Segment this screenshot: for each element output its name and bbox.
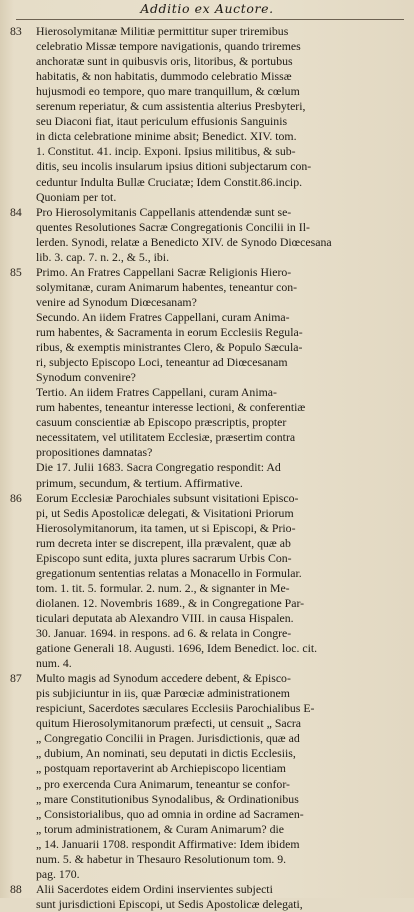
text-line bbox=[10, 235, 402, 250]
text-line bbox=[10, 114, 402, 129]
line-text: propositiones damnatas? bbox=[36, 445, 153, 460]
line-text: Pro Hierosolymitanis Cappellanis attendendæ sunt se- bbox=[36, 204, 292, 219]
paragraph-number: 83 bbox=[10, 24, 22, 38]
text-line bbox=[10, 175, 402, 190]
line-text: diolanen. 12. Novembris 1689., & in Congregatione Par- bbox=[36, 595, 305, 610]
paragraph-number: 85 bbox=[10, 264, 22, 279]
line-text: Episcopo sunt edita, juxta plures sacrarum Urbis Con- bbox=[36, 550, 292, 565]
text-line bbox=[10, 746, 402, 761]
text-line bbox=[10, 190, 402, 205]
text-line bbox=[10, 250, 402, 265]
line-text: Multo magis ad Synodum accedere debent, & Episco- bbox=[36, 671, 291, 686]
line-text: ditis, seu incolis insularum ipsius ditioni subjectarum con- bbox=[36, 159, 312, 174]
line-text: ribus, & exemptis ministrantes Clero, & Populo Sæcula- bbox=[36, 340, 303, 355]
line-text: quentes Resolutiones Sacræ Congregationis Concilii in Il- bbox=[36, 219, 310, 234]
line-text: ceduntur Indulta Bullæ Cruciatæ; Idem Constit.86.incip. bbox=[36, 174, 303, 189]
text-line bbox=[10, 551, 402, 566]
text-line bbox=[10, 430, 402, 445]
line-text: respiciunt, Sacerdotes sæculares Ecclesiis Parochialibus E- bbox=[36, 701, 315, 716]
line-text: Secundo. An iidem Fratres Cappellani, curam Anima- bbox=[36, 309, 290, 324]
text-line bbox=[10, 701, 402, 716]
text-line bbox=[10, 626, 402, 641]
text-line bbox=[10, 460, 402, 475]
paragraph-start-line bbox=[10, 24, 402, 39]
line-text: Eorum Ecclesiæ Parochiales subsunt visitationi Episco- bbox=[36, 490, 299, 505]
line-text: anchoratæ sunt in quibusvis oris, litoribus, & portubus bbox=[36, 54, 293, 69]
paragraph-start-line bbox=[10, 205, 402, 220]
line-text: rum habentes, & Sacramenta in eorum Ecclesiis Regula- bbox=[36, 325, 303, 339]
line-text: lerden. Synodi, relatæ a Benedicto XIV. de Synodo Diœcesana bbox=[36, 234, 332, 249]
text-line bbox=[10, 39, 402, 54]
text-line bbox=[10, 370, 402, 385]
text-line bbox=[10, 731, 402, 746]
text-line bbox=[10, 295, 402, 310]
text-line bbox=[10, 536, 402, 551]
line-text: Hierosolymitanæ Militiæ permittitur super triremibus bbox=[36, 24, 289, 38]
text-line bbox=[10, 280, 402, 295]
line-text: „ postquam reportaverint ab Archiepiscopo licentiam bbox=[36, 761, 286, 776]
text-line bbox=[10, 777, 402, 792]
paragraph-start-line bbox=[10, 882, 402, 897]
line-text: „ pro exercenda Cura Animarum, teneantur se confor- bbox=[36, 776, 290, 791]
line-text: lib. 3. cap. 7. n. 2., & 5., ibi. bbox=[36, 249, 170, 264]
line-text: „ Consistorialibus, quo ad omnia in ordine ad Sacramen- bbox=[36, 806, 304, 821]
line-text: „ 14. Januarii 1708. respondit Affirmative: Idem ibidem bbox=[36, 836, 300, 851]
line-text: sunt jurisdictioni Episcopi, ut Sedis Apostolicæ delegati, bbox=[36, 896, 303, 911]
header-rule bbox=[16, 19, 404, 20]
line-text: casuum conscientiæ ab Episcopo præscriptis, propter bbox=[36, 415, 287, 430]
line-text: pi, ut Sedis Apostolicæ delegati, & Visitationi Priorum bbox=[36, 505, 294, 520]
text-line bbox=[10, 822, 402, 837]
paragraph-start-line bbox=[10, 265, 402, 280]
line-text: hujusmodi eo tempore, quo mare tranquillum, & cœlum bbox=[36, 84, 300, 99]
line-text: ri, subjecto Episcopo Loci, teneantur ad Diœcesanam bbox=[36, 355, 288, 370]
line-text: pag. 170. bbox=[36, 866, 80, 881]
text-line bbox=[10, 325, 402, 340]
line-text: num. 4. bbox=[36, 656, 72, 671]
line-text: Alii Sacerdotes eidem Ordini inservientes subjecti bbox=[36, 881, 273, 896]
text-line bbox=[10, 445, 402, 460]
paragraph-start-line bbox=[10, 671, 402, 686]
text-line bbox=[10, 220, 402, 235]
line-text: rum decreta inter se discrepent, illa prævalent, quæ ab bbox=[36, 535, 291, 550]
line-text: „ torum administrationem, & Curam Animarum? die bbox=[36, 821, 285, 836]
text-line bbox=[10, 129, 402, 144]
line-text: Tertio. An iidem Fratres Cappellani, curam Anima- bbox=[36, 385, 277, 400]
line-text: in dicta celebratione minime absit; Benedict. XIV. tom. bbox=[36, 129, 297, 144]
line-text: venire ad Synodum Diœcesanam? bbox=[36, 294, 197, 309]
text-line bbox=[10, 656, 402, 671]
text-line bbox=[10, 837, 402, 852]
text-line bbox=[10, 54, 402, 69]
line-text: quitum Hierosolymitanorum præfecti, ut censuit „ Sacra bbox=[36, 716, 302, 731]
line-text: serenum reperiatur, & cum assistentia alterius Presbyteri, bbox=[36, 99, 306, 114]
paragraph-number: 84 bbox=[10, 204, 22, 219]
text-line bbox=[10, 867, 402, 882]
text-line bbox=[10, 144, 402, 159]
text-line bbox=[10, 476, 402, 491]
text-line bbox=[10, 385, 402, 400]
text-line bbox=[10, 69, 402, 84]
text-line bbox=[10, 581, 402, 596]
page-body bbox=[0, 24, 414, 911]
line-text: ticulari deputata ab Alexandro VIII. in causa Hispalen. bbox=[36, 610, 294, 625]
text-line bbox=[10, 897, 402, 912]
line-text: 1. Constitut. 41. incip. Exponi. Ipsius militibus, & sub- bbox=[36, 144, 296, 159]
text-line bbox=[10, 159, 402, 174]
text-line bbox=[10, 611, 402, 626]
line-text: tom. 1. tit. 5. formular. 2. num. 2., & signanter in Me- bbox=[36, 580, 290, 595]
text-line bbox=[10, 506, 402, 521]
text-line bbox=[10, 566, 402, 581]
line-text: „ mare Constitutionibus Synodalibus, & Ordinationibus bbox=[36, 791, 299, 806]
line-text: habitatis, & non habitatis, dummodo celebratio Missæ bbox=[36, 69, 292, 84]
line-text: solymitanæ, curam Animarum habentes, teneantur con- bbox=[36, 279, 298, 294]
text-line bbox=[10, 99, 402, 114]
text-line bbox=[10, 686, 402, 701]
line-text: Primo. An Fratres Cappellani Sacræ Religionis Hiero- bbox=[36, 264, 292, 279]
line-text: „ dubium, An nominati, seu deputati in dictis Ecclesiis, bbox=[36, 746, 296, 761]
text-line bbox=[10, 641, 402, 656]
line-text: num. 5. & habetur in Thesauro Resolutionum tom. 9. bbox=[36, 851, 287, 866]
line-text: celebratio Missæ tempore navigationis, quando triremes bbox=[36, 39, 301, 54]
paragraph-number: 87 bbox=[10, 671, 22, 686]
line-text: „ Congregatio Concilii in Pragen. Jurisdictionis, quæ ad bbox=[36, 731, 300, 746]
paragraph-start-line bbox=[10, 491, 402, 506]
text-line bbox=[10, 852, 402, 867]
line-text: gatione Generali 18. Augusti. 1696, Idem Benedict. loc. cit. bbox=[36, 641, 318, 656]
line-text: Die 17. Julii 1683. Sacra Congregatio respondit: Ad bbox=[36, 460, 281, 475]
paragraph-number: 86 bbox=[10, 490, 22, 505]
text-line bbox=[10, 521, 402, 536]
text-line bbox=[10, 792, 402, 807]
line-text: Quoniam per tot. bbox=[36, 189, 117, 204]
line-text: seu Diaconi fiat, itaut periculum effusionis Sanguinis bbox=[36, 114, 288, 129]
text-line bbox=[10, 355, 402, 370]
line-text: gregationum sententias relatas a Monacello in Formular. bbox=[36, 565, 302, 580]
line-text: Hierosolymitanorum, ita tamen, ut si Episcopi, & Prio- bbox=[36, 520, 296, 535]
line-text: 30. Januar. 1694. in respons. ad 6. & relata in Congre- bbox=[36, 626, 292, 640]
text-line bbox=[10, 400, 402, 415]
text-line bbox=[10, 807, 402, 822]
text-line bbox=[10, 415, 402, 430]
line-text: primum, secundum, & tertium. Affirmative. bbox=[36, 475, 243, 490]
text-line bbox=[10, 761, 402, 776]
text-line bbox=[10, 310, 402, 325]
line-text: rum habentes, teneantur interesse lectioni, & conferentiæ bbox=[36, 400, 306, 415]
text-line bbox=[10, 716, 402, 731]
text-line bbox=[10, 340, 402, 355]
line-text: pis subjiciuntur in iis, quæ Parœciæ administrationem bbox=[36, 686, 290, 701]
line-text: necessitatem, vel utilitatem Ecclesiæ, præsertim contra bbox=[36, 430, 296, 445]
paragraph-number: 88 bbox=[10, 881, 22, 896]
text-line bbox=[10, 596, 402, 611]
text-line bbox=[10, 84, 402, 99]
line-text: Synodum convenire? bbox=[36, 370, 136, 385]
running-header: Additio ex Auctore. bbox=[140, 1, 274, 16]
